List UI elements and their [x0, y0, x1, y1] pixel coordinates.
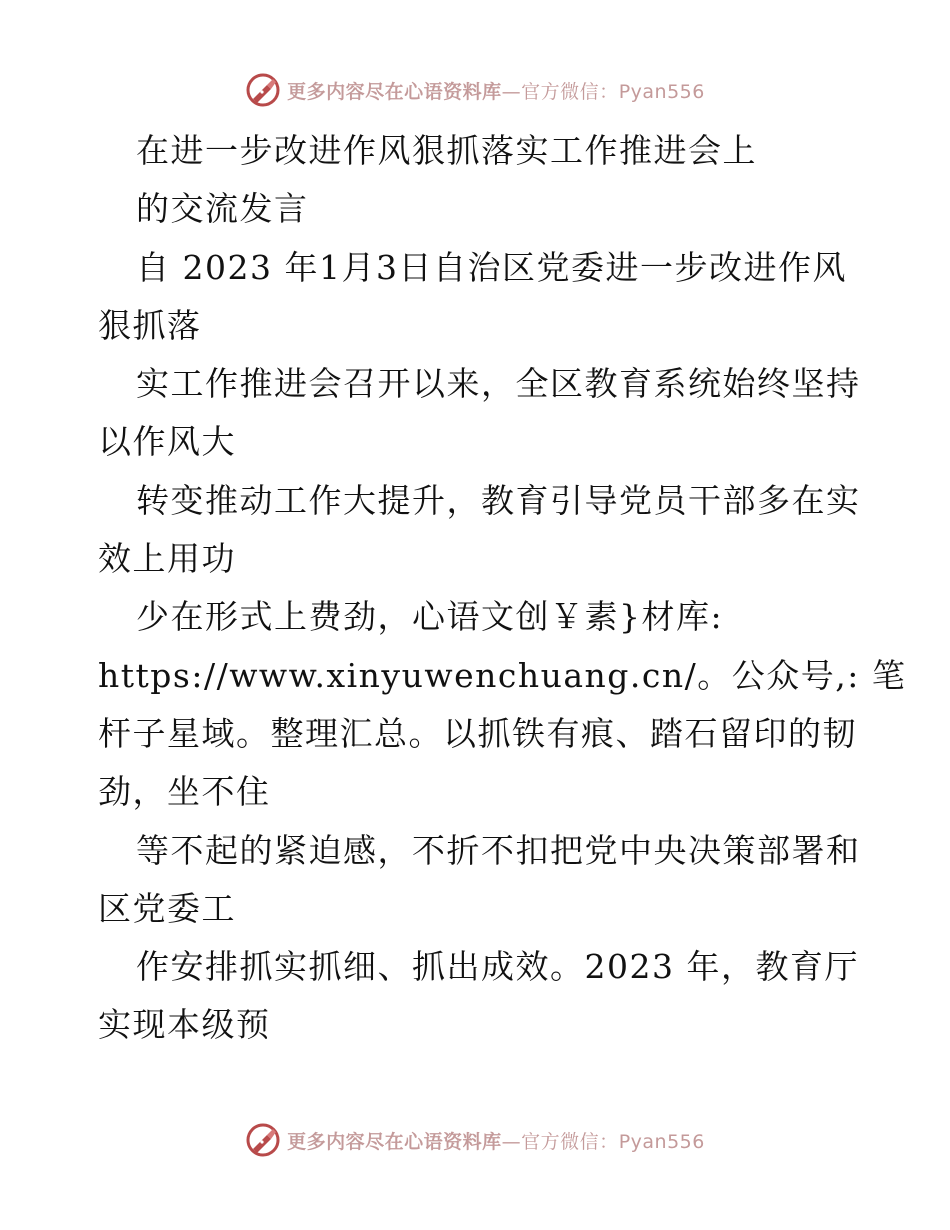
- doc-paragraph-line: 少在形式上费劲，心语文创￥素}材库:: [136, 597, 724, 637]
- header-banner: [0, 70, 950, 110]
- footer-banner-text: [287, 1127, 705, 1154]
- doc-title-line-2: 的交流发言: [136, 189, 309, 229]
- doc-paragraph-line: 以作风大: [98, 422, 236, 462]
- header-banner-inner: [245, 72, 705, 108]
- doc-paragraph-line: 实工作推进会召开以来，全区教育系统始终坚持: [136, 364, 861, 404]
- header-banner-text: [287, 77, 705, 104]
- footer-banner-inner: [245, 1122, 705, 1158]
- footer-banner-main: 更多内容尽在心语资料库: [287, 1130, 502, 1153]
- pen-nib-circle-icon: [245, 1122, 281, 1158]
- footer-banner-separator: —官方微信：: [501, 1130, 619, 1153]
- doc-paragraph-line-url: https://www.xinyuwenchuang.cn/。公众号,: 笔: [98, 655, 907, 695]
- footer-banner-wechat-id: Pyan556: [618, 1130, 705, 1153]
- doc-paragraph-line: 自 2023 年1月3日自治区党委进一步改进作风: [136, 247, 847, 287]
- doc-paragraph-line: 等不起的紧迫感，不折不扣把党中央决策部署和: [136, 830, 861, 870]
- doc-paragraph-line: 作安排抓实抓细、抓出成效。2023 年，教育厅: [136, 947, 859, 987]
- doc-paragraph-line: 狠抓落: [98, 305, 202, 345]
- footer-banner: [0, 1120, 950, 1160]
- header-banner-main: 更多内容尽在心语资料库: [287, 80, 502, 103]
- pen-nib-circle-icon: [245, 72, 281, 108]
- header-banner-wechat-id: Pyan556: [618, 80, 705, 103]
- doc-paragraph-line: 劲，坐不住: [98, 772, 271, 812]
- doc-paragraph-line: 转变推动工作大提升，教育引导党员干部多在实: [136, 480, 861, 520]
- header-banner-separator: —官方微信：: [501, 80, 619, 103]
- doc-paragraph-line: 区党委工: [98, 888, 236, 928]
- doc-paragraph-line: 效上用功: [98, 539, 236, 579]
- doc-title-line-1: 在进一步改进作风狠抓落实工作推进会上: [136, 131, 757, 170]
- document-body: [98, 122, 907, 1055]
- doc-paragraph-line: 杆子星域。整理汇总。以抓铁有痕、踏石留印的韧: [98, 713, 857, 753]
- doc-paragraph-line: 实现本级预: [98, 1005, 271, 1045]
